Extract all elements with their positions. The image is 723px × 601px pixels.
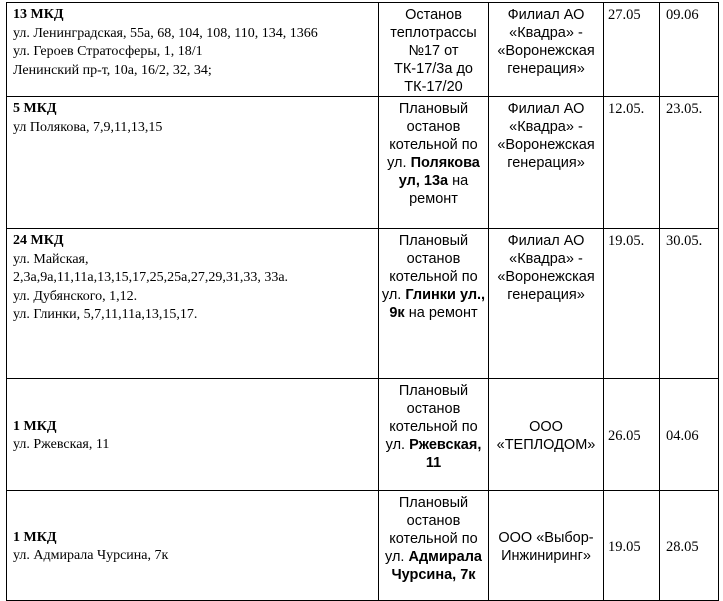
executor-cell (489, 491, 604, 601)
building-count: 1 МКД (13, 529, 57, 545)
building-count: 1 МКД (13, 418, 57, 434)
table-row (7, 3, 719, 97)
address-line: ул. Майская, (13, 251, 89, 267)
executor-name: Филиал АО «Квадра» - «Воронежская генерация» (497, 101, 595, 171)
table-row (7, 229, 719, 379)
reason-text: Плановый останов котельной по ул. (385, 383, 478, 453)
address-line: 2,3а,9а,11,11а,13,15,17,25,25а,27,29,31,33, 33а. (13, 270, 289, 285)
start-date: 27.05 (604, 3, 660, 97)
executor-cell (489, 229, 604, 379)
end-date: 23.05. (660, 97, 719, 229)
address-cell (7, 379, 379, 491)
reason-text: Плановый останов котельной по ул. (381, 233, 478, 303)
reason-text: Плановый останов котельной по ул. (385, 495, 478, 565)
address-line: ул. Глинки, 5,7,11,11а,13,15,17. (13, 307, 198, 322)
address-cell (7, 3, 379, 97)
address-cell (7, 229, 379, 379)
start-date: 12.05. (604, 97, 660, 229)
boiler-address: Адмирала Чурсина, 7к (391, 549, 482, 583)
reason-cell (379, 97, 489, 229)
table-row (7, 379, 719, 491)
executor-name: ООО «ТЕПЛОДОМ» (496, 419, 596, 453)
start-date: 26.05 (604, 379, 660, 491)
address-line: ул. Ржевская, 11 (13, 437, 110, 452)
outage-table (6, 2, 719, 601)
address-line: Ленинский пр-т, 10а, 16/2, 32, 34; (13, 62, 212, 78)
start-date: 19.05. (604, 229, 660, 379)
address-line: ул. Героев Стратосферы, 1, 18/1 (13, 44, 203, 59)
address-line: ул. Адмирала Чурсина, 7к (13, 548, 169, 563)
building-count: 24 МКД (13, 233, 64, 248)
building-count: 13 МКД (13, 7, 64, 22)
address-line: ул Полякова, 7,9,11,13,15 (13, 119, 163, 135)
end-date: 30.05. (660, 229, 719, 379)
executor-name: Филиал АО «Квадра» - «Воронежская генерация» (497, 233, 595, 303)
reason-cell (379, 229, 489, 379)
boiler-address: Полякова ул, 13а (398, 155, 480, 189)
end-date: 09.06 (660, 3, 719, 97)
table-row (7, 491, 719, 601)
reason-cell (379, 3, 489, 97)
reason-suffix: на ремонт (409, 173, 469, 207)
table-row (7, 97, 719, 229)
reason-text: Останов теплотрассы №17 от ТК-17/3а до ТК-17/20 (390, 7, 477, 95)
boiler-address: Ржевская, 11 (409, 437, 482, 471)
building-count: 5 МКД (13, 101, 57, 116)
executor-cell (489, 97, 604, 229)
address-cell (7, 491, 379, 601)
address-line: ул. Ленинградская, 55а, 68, 104, 108, 110, 134, 1366 (13, 25, 318, 41)
end-date: 28.05 (660, 491, 719, 601)
executor-cell (489, 379, 604, 491)
executor-name: ООО «Выбор-Инжиниринг» (498, 530, 594, 564)
address-line: ул. Дубянского, 1,12. (13, 288, 138, 304)
reason-text: Плановый останов котельной по ул. (387, 101, 478, 171)
reason-cell (379, 491, 489, 601)
end-date: 04.06 (660, 379, 719, 491)
reason-suffix: на ремонт (408, 305, 478, 321)
executor-name: Филиал АО «Квадра» - «Воронежская генерация» (497, 7, 595, 77)
boiler-address: Глинки ул., 9к (389, 287, 486, 321)
reason-cell (379, 379, 489, 491)
start-date: 19.05 (604, 491, 660, 601)
executor-cell (489, 3, 604, 97)
address-cell (7, 97, 379, 229)
